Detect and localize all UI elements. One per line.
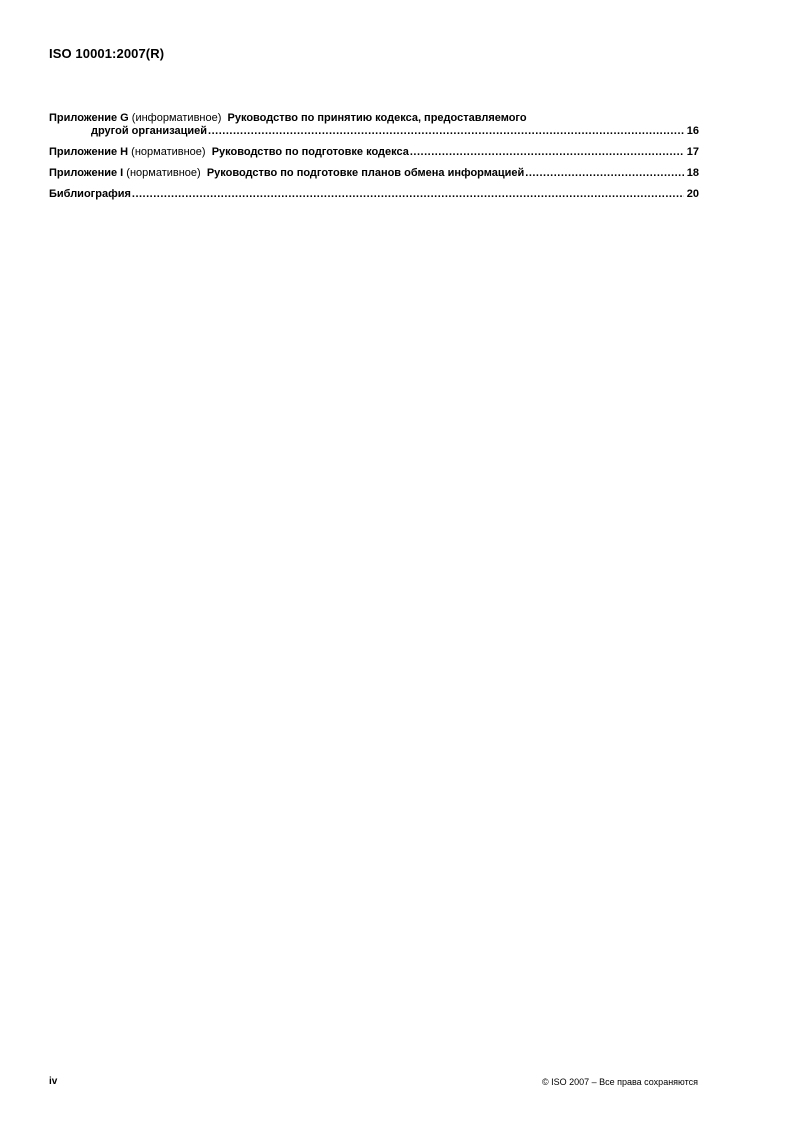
toc-entry-page: 18 bbox=[686, 167, 699, 179]
toc-entry-title: Руководство по подготовке планов обмена информацией bbox=[206, 167, 525, 179]
copyright-notice: © ISO 2007 – Все права сохраняются bbox=[541, 1077, 698, 1087]
toc-entry-title-continuation: другой организацией bbox=[91, 125, 208, 137]
toc-entry-line bbox=[49, 188, 699, 201]
toc-entry-prefix: Приложение I bbox=[49, 167, 124, 179]
toc-entry-page: 16 bbox=[686, 125, 699, 137]
toc-entry-type: (нормативное) bbox=[126, 167, 201, 179]
toc-entry-prefix: Приложение G bbox=[49, 112, 129, 124]
toc-entry-title: Руководство по подготовке кодекса bbox=[211, 146, 409, 158]
toc-entry-type: (информативное) bbox=[131, 112, 222, 124]
document-identifier: ISO 10001:2007(R) bbox=[49, 46, 165, 61]
toc-entry-bibliography[interactable] bbox=[49, 188, 699, 201]
toc-dot-leader bbox=[410, 146, 684, 159]
toc-entry-annex-g[interactable] bbox=[49, 112, 699, 138]
table-of-contents bbox=[49, 112, 699, 209]
page-number: iv bbox=[49, 1076, 58, 1087]
toc-entry-annex-h[interactable] bbox=[49, 146, 699, 159]
toc-entry-annex-i[interactable] bbox=[49, 167, 699, 180]
toc-entry-prefix: Приложение H bbox=[49, 146, 129, 158]
toc-entry-title: Руководство по принятию кодекса, предоставляемого bbox=[227, 112, 527, 124]
toc-dot-leader bbox=[132, 188, 684, 201]
toc-entry-line bbox=[49, 112, 699, 125]
toc-entry-page: 17 bbox=[686, 146, 699, 158]
toc-entry-page: 20 bbox=[686, 188, 699, 200]
toc-entry-type: (нормативное) bbox=[131, 146, 206, 158]
toc-entry-title: Библиография bbox=[49, 188, 131, 200]
toc-entry-line-continuation bbox=[49, 125, 699, 138]
toc-dot-leader bbox=[208, 125, 684, 138]
toc-entry-line bbox=[49, 146, 699, 159]
toc-dot-leader bbox=[525, 167, 683, 180]
toc-entry-line bbox=[49, 167, 699, 180]
